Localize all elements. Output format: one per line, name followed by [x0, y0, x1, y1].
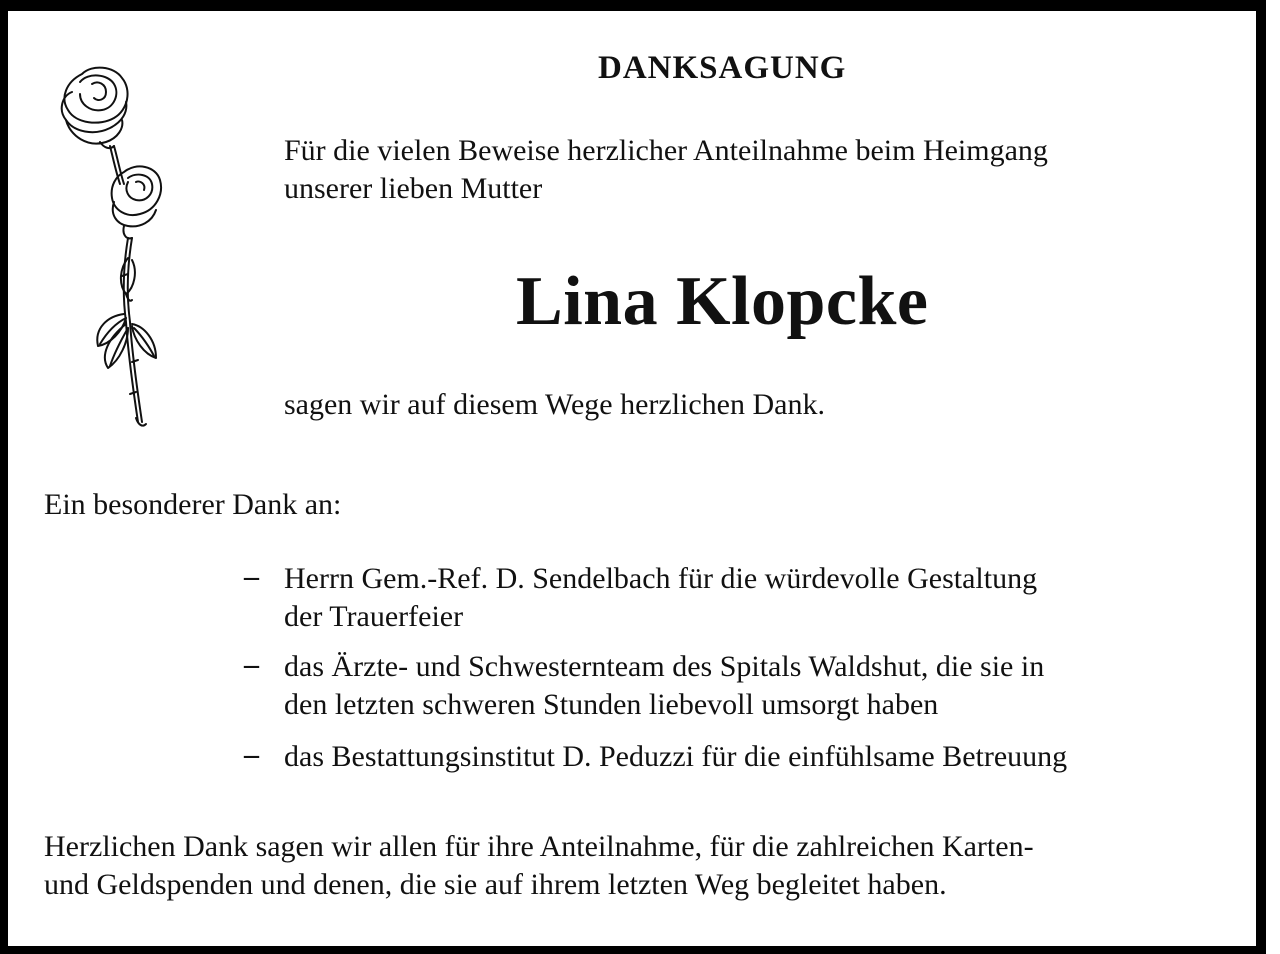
- list-bullet: –: [244, 560, 259, 593]
- special-thanks-label: Ein besonderer Dank an:: [44, 488, 342, 521]
- list-item-2-line-2: den letzten schweren Stunden liebevoll umsorgt haben: [284, 688, 939, 721]
- closing-line-1: Herzlichen Dank sagen wir allen für ihre Anteilnahme, für die zahlreichen Karten-: [44, 830, 1034, 863]
- list-item-1-line-1: Herrn Gem.-Ref. D. Sendelbach für die würdevolle Gestaltung: [284, 562, 1038, 595]
- deceased-name: Lina Klopcke: [516, 263, 929, 340]
- list-item-2-line-1: das Ärzte- und Schwesternteam des Spitals Waldshut, die sie in: [284, 650, 1045, 683]
- closing-line-2: und Geldspenden und denen, die sie auf ihrem letzten Weg begleitet haben.: [44, 868, 947, 901]
- thanks-line: sagen wir auf diesem Wege herzlichen Dank.: [284, 388, 825, 421]
- list-item-3-line-1: das Bestattungsinstitut D. Peduzzi für die einfühlsame Betreuung: [284, 740, 1068, 773]
- list-item-1-line-2: der Trauerfeier: [284, 600, 464, 633]
- heading-title: DANKSAGUNG: [598, 50, 847, 86]
- intro-line-1: Für die vielen Beweise herzlicher Anteilnahme beim Heimgang: [284, 134, 1048, 167]
- list-bullet: –: [244, 738, 259, 771]
- intro-line-2: unserer lieben Mutter: [284, 172, 543, 205]
- rose-drawing-icon: [52, 62, 164, 434]
- list-bullet: –: [244, 648, 259, 681]
